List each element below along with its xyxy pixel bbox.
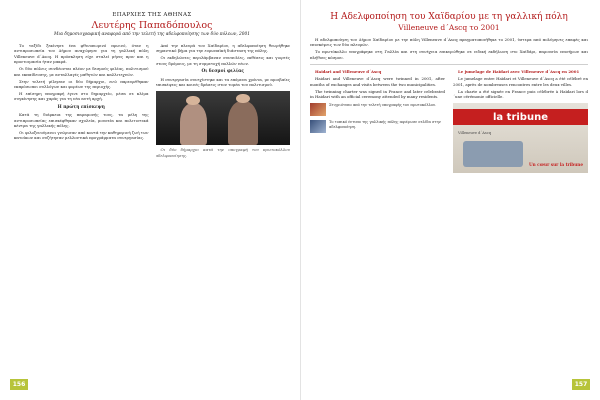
paragraph: Η συνεργασία συνεχίστηκε και τα επόμενα χρόνια, με αμοιβαίες επισκέψεις και κοινές δράσεις στον τομέα του πολιτισμού. <box>155 76 290 88</box>
paragraph: Το πρωτόκολλο υπογράφηκε στη Γαλλία και στη συνέχεια επικυρώθηκε σε ειδική εκδήλωση στο Χαϊδάρι, παρουσία επισήμων και πλήθους κόσμου. <box>310 49 588 60</box>
paragraph: La charte a été signée en France puis célébrée à Haïdari lors d´une cérémonie officielle. <box>453 88 588 100</box>
newspaper-clipping <box>453 103 588 173</box>
clipping-photo <box>463 141 523 167</box>
photo-caption: Οι δύο δήμαρχοι κατά την υπογραφή του πρωτοκόλλου αδελφοποίησης. <box>155 147 290 158</box>
right-columns <box>310 69 588 173</box>
masthead-band <box>453 109 588 125</box>
left-column-1 <box>14 43 149 160</box>
paragraph: Κατά τη διάρκεια της παραμονής τους, τα μέλη της αντιπροσωπείας επισκέφθηκαν σχολεία, μουσεία και πολιτιστικά κέντρα της γαλλικής πόλης. <box>14 112 149 129</box>
masthead-title: la tribune <box>493 111 548 123</box>
right-page <box>302 0 600 400</box>
paragraph: Haidari and Villeneuve d´Ascq were twinned in 2001, after months of exchanges and visits between the two municipalities. <box>310 76 445 87</box>
page-number-badge: 156 <box>10 379 28 390</box>
paragraph: Οι δύο πόλεις συνδέονται πλέον με δεσμούς φιλίας, πολιτισμού και εκπαίδευσης, με ανταλλαγές μαθητών και καλλιτεχνών. <box>14 66 149 77</box>
ceremony-photo <box>156 91 291 145</box>
thumbnail-image <box>310 103 326 116</box>
paragraph: Στην τελετή μίλησαν οι δύο δήμαρχοι, ενώ παρευρέθηκαν εκπρόσωποι συλλόγων και φορέων της περιοχής. <box>14 78 149 90</box>
media-caption: Το τοπικό έντυπο της γαλλικής πόλης αφιέρωσε σελίδα στην αδελφοποίηση. <box>329 120 441 130</box>
page-gutter <box>300 0 301 400</box>
intro-text <box>310 37 588 60</box>
left-columns <box>14 43 290 160</box>
french-column <box>453 69 588 173</box>
paragraph: Οι εκδηλώσεις περιλάμβαναν συναυλίες, εκθέσεις και γιορτές στους δρόμους, με τη συμμετοχή πολλών νέων. <box>155 55 290 66</box>
thumbnail-image <box>310 120 326 133</box>
article-subtitle: Villeneuve d´Ascq το 2001 <box>398 23 500 32</box>
person-figure <box>228 101 258 145</box>
section-divider <box>310 64 588 65</box>
section-heading: Η πρώτη επίσκεψη <box>57 104 105 110</box>
paragraph: The twinning charter was signed in France and later celebrated in Haidari with an official ceremony attended by many residents. <box>310 88 445 100</box>
left-column-2 <box>156 43 291 160</box>
paragraph: Οι φιλοξενούμενοι γνώρισαν από κοντά την καθημερινή ζωή των κατοίκων και συζήτησαν μελλοντικά προγράμματα συνεργασίας. <box>14 130 149 141</box>
clipping-headline: Un cœur sur la tribune <box>529 162 583 168</box>
person-figure <box>180 103 207 145</box>
article-subtitle: Μια δημοσιογραφική αναφορά από την τελετή της αδελφοποίησης των δύο πόλεων, 2001 <box>53 32 250 37</box>
page-number-badge: 157 <box>572 379 590 390</box>
paragraph: Η επίσημη υπογραφή έγινε στο δημαρχείο, μέσα σε κλίμα συγκίνησης και χαράς για τη νέα αυτή αρχή. <box>14 91 149 102</box>
section-heading: Οι δεσμοί φιλίας <box>201 69 245 75</box>
media-item <box>310 120 445 133</box>
clipping-tag: Villeneuve d´Ascq <box>458 131 492 136</box>
media-caption: Στιγμιότυπο από την τελετή υπογραφής του πρωτοκόλλου. <box>329 103 437 108</box>
paragraph: Το ταξίδι ξεκίνησε ένα φθινοπωρινό πρωινό, όταν η αντιπροσωπεία του Δήμου αναχώρησε για τη γαλλική πόλη Villeneuve d´Ascq. Η πρόσκληση είχε σταλεί μήνες πριν και η προετοιμασία ήταν μακρά. <box>14 43 149 65</box>
paragraph: Από την πλευρά του Χαϊδαρίου, η αδελφοποίηση θεωρήθηκε σημαντικό βήμα για την ευρωπαϊκή διάσταση της πόλης. <box>155 43 290 54</box>
author-name: Λευτέρης Παπαδόπουλος <box>91 20 213 31</box>
paragraph: Le jumelage entre Haïdari et Villeneuve d´Ascq a été célébré en 2001, après de nombreuses rencontres entre les deux villes. <box>453 76 588 87</box>
media-item <box>310 103 445 116</box>
article-title: Η Αδελφοποίηση του Χαϊδαρίου με τη γαλλική πόλη <box>330 12 568 22</box>
english-column <box>310 69 445 173</box>
section-kicker: ΕΠΑΡΧΙΕΣ ΤΗΣ ΑΘΗΝΑΣ <box>112 12 192 18</box>
person-head <box>236 94 249 104</box>
english-heading: Haidari and Villeneuve d´Ascq <box>315 69 382 75</box>
paragraph: Η αδελφοποίηση του Δήμου Χαϊδαρίου με την πόλη Villeneuve d´Ascq πραγματοποιήθηκε το 2001, ύστερα από πολύμηνες επαφές και επισκέψεις των δύο πλευρών. <box>310 37 588 48</box>
french-heading: Le jumelage de Haïdari avec Villeneuve d´Ascq en 2001 <box>458 69 580 75</box>
